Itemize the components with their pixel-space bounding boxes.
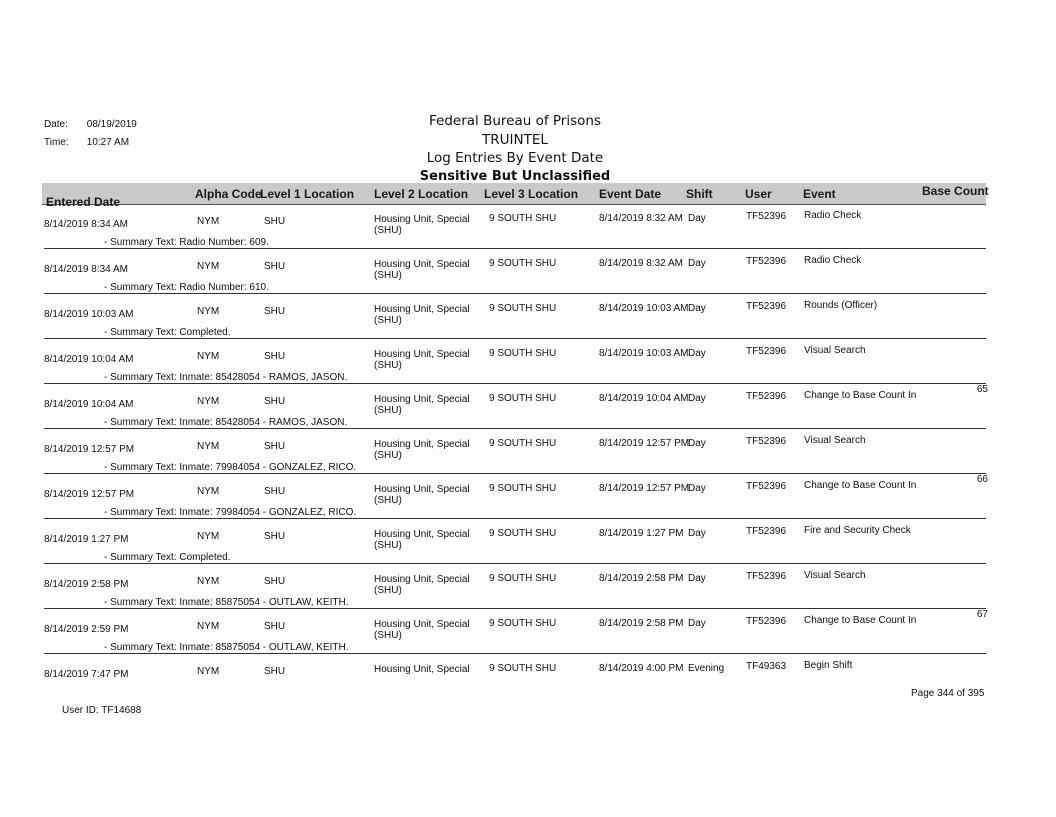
entered-date-cell: 8/14/2019 2:58 PM [44, 579, 129, 590]
footer-user-id [62, 705, 141, 716]
base-count-cell: 66 [976, 474, 988, 485]
user-cell: TF52396 [746, 616, 787, 627]
date-row [44, 116, 137, 134]
table-row [44, 249, 986, 294]
shift-cell: Day [688, 393, 706, 404]
entered-date-cell: 8/14/2019 10:04 AM [44, 399, 134, 410]
level1-cell: SHU [264, 621, 286, 632]
table-row [44, 384, 986, 429]
entered-date-cell: 8/14/2019 1:27 PM [44, 534, 129, 545]
level2-cell: Housing Unit, Special (SHU) [374, 439, 470, 461]
summary-text: - Summary Text: Inmate: 79984054 - GONZALEZ, RICO. [104, 507, 357, 518]
event-cell: Change to Base Count In [804, 615, 917, 626]
event-date-cell: 8/14/2019 12:57 PM [599, 438, 690, 449]
entered-date-cell: 8/14/2019 12:57 PM [44, 444, 135, 455]
base-count-cell: 65 [976, 384, 988, 395]
time-row [44, 134, 137, 152]
report-name: Log Entries By Event Date [426, 150, 604, 166]
event-date-cell: 8/14/2019 10:03 AM [599, 348, 689, 359]
table-row [44, 609, 986, 654]
table-row [44, 654, 986, 698]
level1-cell: SHU [264, 666, 286, 677]
shift-cell: Day [688, 483, 706, 494]
user-cell: TF52396 [746, 256, 787, 267]
entered-date-cell: 8/14/2019 12:57 PM [44, 489, 135, 500]
level1-cell: SHU [264, 216, 286, 227]
entered-date-cell: 8/14/2019 8:34 AM [44, 219, 128, 230]
event-date-cell: 8/14/2019 1:27 PM [599, 528, 684, 539]
summary-text: - Summary Text: Completed. [104, 327, 231, 338]
event-cell: Change to Base Count In [804, 390, 917, 401]
event-cell: Visual Search [804, 435, 866, 446]
alpha-code-cell: NYM [197, 396, 220, 407]
entered-date-cell: 8/14/2019 8:34 AM [44, 264, 128, 275]
level2-cell: Housing Unit, Special (SHU) [374, 259, 470, 281]
time-value: 10:27 AM [86, 137, 130, 148]
summary-text: - Summary Text: Inmate: 85875054 - OUTLAW, KEITH. [104, 642, 349, 653]
level3-cell: 9 SOUTH SHU [489, 438, 557, 449]
user-id-value: TF14688 [101, 705, 142, 716]
time-label: Time: [44, 137, 69, 148]
shift-cell: Evening [688, 663, 725, 674]
log-table [0, 204, 1056, 698]
level1-cell: SHU [264, 531, 286, 542]
level1-cell: SHU [264, 261, 286, 272]
event-date-cell: 8/14/2019 8:32 AM [599, 258, 683, 269]
entered-date-cell: 8/14/2019 10:03 AM [44, 309, 134, 320]
alpha-code-cell: NYM [197, 531, 220, 542]
entered-date-cell: 8/14/2019 7:47 PM [44, 669, 129, 680]
col-event: Event [803, 187, 836, 201]
col-event-date: Event Date [599, 187, 662, 201]
event-cell: Radio Check [804, 210, 862, 221]
user-cell: TF52396 [746, 391, 787, 402]
col-user: User [745, 187, 772, 201]
level2-cell: Housing Unit, Special (SHU) [374, 349, 470, 371]
user-cell: TF52396 [746, 436, 787, 447]
level3-cell: 9 SOUTH SHU [489, 573, 557, 584]
user-cell: TF52396 [746, 211, 787, 222]
shift-cell: Day [688, 618, 706, 629]
level2-cell: Housing Unit, Special [374, 664, 470, 675]
event-cell: Visual Search [804, 345, 866, 356]
user-id-label: User ID: [62, 705, 99, 716]
classification-label: Sensitive But Unclassified [419, 168, 611, 184]
summary-text: - Summary Text: Inmate: 85428054 - RAMOS, JASON. [104, 417, 348, 428]
level1-cell: SHU [264, 351, 286, 362]
col-entered-date: Entered Date [46, 195, 121, 209]
alpha-code-cell: NYM [197, 216, 220, 227]
user-cell: TF52396 [746, 301, 787, 312]
base-count-cell: 67 [976, 609, 988, 620]
alpha-code-cell: NYM [197, 666, 220, 677]
entered-date-cell: 8/14/2019 10:04 AM [44, 354, 134, 365]
user-cell: TF49363 [746, 661, 787, 672]
summary-text: - Summary Text: Inmate: 85875054 - OUTLAW, KEITH. [104, 597, 349, 608]
level2-cell: Housing Unit, Special (SHU) [374, 484, 470, 506]
event-cell: Radio Check [804, 255, 862, 266]
event-cell: Begin Shift [804, 660, 853, 671]
table-row [44, 294, 986, 339]
event-date-cell: 8/14/2019 2:58 PM [599, 618, 684, 629]
level2-cell: Housing Unit, Special (SHU) [374, 394, 470, 416]
shift-cell: Day [688, 213, 706, 224]
event-cell: Fire and Security Check [804, 525, 911, 536]
system-name: TRUINTEL [482, 131, 548, 148]
level1-cell: SHU [264, 306, 286, 317]
summary-text: - Summary Text: Radio Number: 610. [104, 282, 269, 293]
alpha-code-cell: NYM [197, 306, 220, 317]
level3-cell: 9 SOUTH SHU [489, 483, 557, 494]
report-meta [44, 116, 137, 152]
entered-date-cell: 8/14/2019 2:59 PM [44, 624, 129, 635]
shift-cell: Day [688, 528, 706, 539]
summary-text: - Summary Text: Completed. [104, 552, 231, 563]
table-row [44, 429, 986, 474]
table-row [44, 204, 986, 249]
level3-cell: 9 SOUTH SHU [489, 303, 557, 314]
level1-cell: SHU [264, 576, 286, 587]
event-cell: Change to Base Count In [804, 480, 917, 491]
summary-text: - Summary Text: Inmate: 85428054 - RAMOS, JASON. [104, 372, 348, 383]
col-base-count: Base Count [922, 184, 989, 198]
event-date-cell: 8/14/2019 12:57 PM [599, 483, 690, 494]
event-cell: Rounds (Officer) [804, 300, 878, 311]
col-level2-location: Level 2 Location [374, 187, 469, 201]
summary-text: - Summary Text: Inmate: 79984054 - GONZALEZ, RICO. [104, 462, 357, 473]
level3-cell: 9 SOUTH SHU [489, 258, 557, 269]
summary-text: - Summary Text: Radio Number: 609. [104, 237, 269, 248]
table-row [44, 339, 986, 384]
shift-cell: Day [688, 258, 706, 269]
event-date-cell: 8/14/2019 10:04 AM [599, 393, 689, 404]
report-title [400, 112, 630, 186]
level2-cell: Housing Unit, Special (SHU) [374, 619, 470, 641]
event-date-cell: 8/14/2019 8:32 AM [599, 213, 683, 224]
alpha-code-cell: NYM [197, 441, 220, 452]
level3-cell: 9 SOUTH SHU [489, 393, 557, 404]
level2-cell: Housing Unit, Special (SHU) [374, 214, 470, 236]
table-row [44, 474, 986, 519]
date-value: 08/19/2019 [86, 119, 137, 130]
table-row [44, 519, 986, 564]
alpha-code-cell: NYM [197, 351, 220, 362]
event-date-cell: 8/14/2019 2:58 PM [599, 573, 684, 584]
level1-cell: SHU [264, 441, 286, 452]
page-number: Page 344 of 395 [911, 688, 985, 699]
level3-cell: 9 SOUTH SHU [489, 663, 557, 674]
event-date-cell: 8/14/2019 10:03 AM [599, 303, 689, 314]
date-label: Date: [44, 119, 68, 130]
shift-cell: Day [688, 573, 706, 584]
alpha-code-cell: NYM [197, 261, 220, 272]
event-cell: Visual Search [804, 570, 866, 581]
agency-name: Federal Bureau of Prisons [429, 113, 601, 129]
col-alpha-code: Alpha Code [195, 187, 262, 201]
level2-cell: Housing Unit, Special (SHU) [374, 574, 470, 596]
user-cell: TF52396 [746, 346, 787, 357]
shift-cell: Day [688, 303, 706, 314]
col-level3-location: Level 3 Location [484, 187, 579, 201]
alpha-code-cell: NYM [197, 576, 220, 587]
user-cell: TF52396 [746, 571, 787, 582]
level3-cell: 9 SOUTH SHU [489, 213, 557, 224]
alpha-code-cell: NYM [197, 486, 220, 497]
col-shift: Shift [686, 187, 713, 201]
level3-cell: 9 SOUTH SHU [489, 618, 557, 629]
event-date-cell: 8/14/2019 4:00 PM [599, 663, 684, 674]
user-cell: TF52396 [746, 526, 787, 537]
level3-cell: 9 SOUTH SHU [489, 348, 557, 359]
level2-cell: Housing Unit, Special (SHU) [374, 529, 470, 551]
shift-cell: Day [688, 438, 706, 449]
shift-cell: Day [688, 348, 706, 359]
level3-cell: 9 SOUTH SHU [489, 528, 557, 539]
col-level1-location: Level 1 Location [260, 187, 355, 201]
level1-cell: SHU [264, 396, 286, 407]
level1-cell: SHU [264, 486, 286, 497]
level2-cell: Housing Unit, Special (SHU) [374, 304, 470, 326]
user-cell: TF52396 [746, 481, 787, 492]
table-row [44, 564, 986, 609]
alpha-code-cell: NYM [197, 621, 220, 632]
